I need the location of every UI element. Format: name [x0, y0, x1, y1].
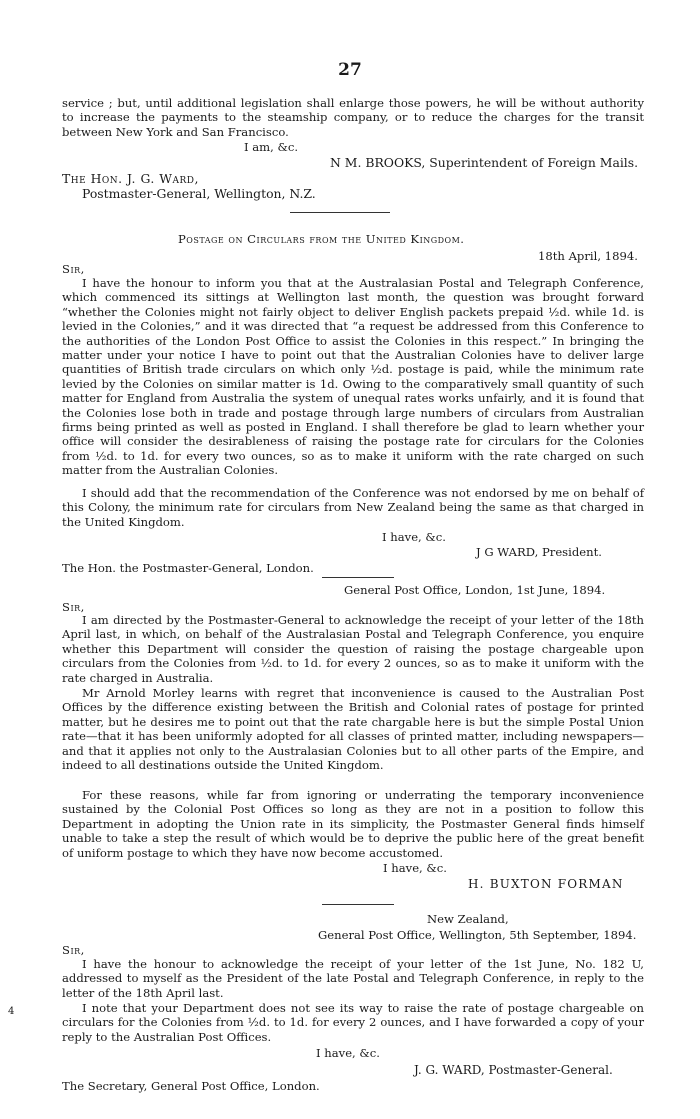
letter1-addressee-title: Postmaster-General, Wellington, N.Z.	[82, 186, 316, 201]
letter3-para1	[62, 613, 644, 685]
letter3-date: General Post Office, London, 1st June, 1894.	[344, 583, 606, 597]
letter3-para3	[62, 788, 644, 860]
letter4-para1	[62, 957, 644, 1000]
letter4-addressee: The Secretary, General Post Office, London.	[62, 1079, 320, 1093]
letter2-date: 18th April, 1894.	[538, 249, 638, 263]
letter3-salutation: Sir,	[62, 600, 85, 614]
letter4-para2-text: I note that your Department does not see its way to raise the rate of postage chargeable on circulars for the Colonies from ½d. to 1d. for every 2 ounces, and I have forwarded a copy of your reply to the Australian Post Offices.	[62, 1001, 644, 1044]
letter4-para1-text: I have the honour to acknowledge the receipt of your letter of the 1st June, No. 182 U, addressed to myself as the President of the late Postal and Telegraph Conference, in reply to the letter of the 18th April last.	[62, 957, 644, 1000]
section-title: Postage on Circulars from the United Kingdom.	[178, 232, 465, 246]
margin-mark: 4	[8, 1006, 15, 1017]
letter3-para2-text: Mr Arnold Morley learns with regret that inconvenience is caused to the Australian Post Offices by the difference existing between the British and Colonial rates of postage for printed matter, but he desires me to point out that the rate chargable here is but the simple Postal Union rate—that it has been uniformly adopted for all classes of printed matter, including newspapers—and that it applies not only to the Australasian Colonies but to all other parts of the Empire, and indeed to all destinations outside the United Kingdom.	[62, 686, 644, 773]
divider	[322, 577, 394, 578]
letter4-salutation: Sir,	[62, 943, 85, 957]
letter4-date: General Post Office, Wellington, 5th September, 1894.	[318, 928, 637, 942]
letter1-signature: N M. BROOKS, Superintendent of Foreign Mails.	[330, 155, 639, 170]
letter2-salutation: Sir,	[62, 262, 85, 276]
divider	[322, 904, 394, 905]
letter2-signature: J G WARD, President.	[476, 545, 602, 559]
letter2-para2-text: I should add that the recommendation of the Conference was not endorsed by me on behalf of this Colony, the minimum rate for circulars from New Zealand being the same as that charged in the United Kingdom.	[62, 486, 644, 529]
letter3-para1-text: I am directed by the Postmaster-General to acknowledge the receipt of your letter of the 18th April last, in which, on behalf of the Australasian Postal and Telegraph Conference, you enquire whether this Department will consider the question of raising the postage chargeable upon circulars from the Colonies from ½d. to 1d. for every 2 ounces, so as to make it uniform with the rate charged in Australia.	[62, 613, 644, 685]
letter2-closing: I have, &c.	[382, 530, 446, 544]
letter3-para3-text: For these reasons, while far from ignoring or underrating the temporary inconvenience sustained by the Colonial Post Offices so long as they are not in a position to follow this Department in adopting the Union rate in its simplicity, the Postmaster General finds himself unable to take a step the result of which would be to deprive the public here of the great benefit of uniform postage to which they have now become accustomed.	[62, 788, 644, 860]
letter2-para1-text: I have the honour to inform you that at the Australasian Postal and Telegraph Conference, which commenced its sittings at Wellington last month, the question was brought forward “whether the Colonies might not fairly object to deliver English packets prepaid ½d. while 1d. is levied in the Colonies,” and it was directed that “a request be addressed from this Conference to the authorities of the London Post Office to assist the Colonies in this respect.” In bringing the matter under your notice I have to point out that the Australian Colonies have to deliver large quantities of British trade circulars on which only ½d. postage is paid, while the minimum rate levied by the Colonies on similar matter is 1d. Owing to the comparatively small quantity of such matter for England from Australia the system of unequal rates works unfairly, and it is found that the Colonies lose both in trade and postage through large numbers of circulars from Australian firms being printed as well as posted in England. I shall therefore be glad to learn whether your office will consider the desirableness of raising the postage rate for circulars for the Colonies from ½d. to 1d. for every two ounces, so as to make it uniform with the rate charged on such matter from the Australian Colonies.	[62, 276, 644, 478]
letter2-addressee: The Hon. the Postmaster-General, London.	[62, 561, 314, 575]
letter2-para2	[62, 486, 644, 529]
letter4-signature: J. G. WARD, Postmaster-General.	[414, 1063, 613, 1077]
letter3-para2	[62, 686, 644, 772]
letter1-closing: I am, &c.	[244, 140, 299, 154]
letter1-body: service ; but, until additional legislation shall enlarge those powers, he will be without authority to increase the payments to the steamship company, or to reduce the charges for the transit between New York and San Francisco.	[62, 96, 644, 139]
letter1-addressee-name: The Hon. J. G. Ward,	[62, 171, 199, 186]
divider	[290, 212, 390, 213]
letter4-para2	[62, 1001, 644, 1044]
letter4-closing: I have, &c.	[316, 1046, 380, 1060]
letter4-place: New Zealand,	[427, 912, 509, 926]
letter3-signature: H. BUXTON FORMAN	[468, 877, 624, 891]
letter3-closing: I have, &c.	[383, 861, 447, 875]
page-number: 27	[338, 60, 362, 80]
letter2-para1	[62, 276, 644, 478]
